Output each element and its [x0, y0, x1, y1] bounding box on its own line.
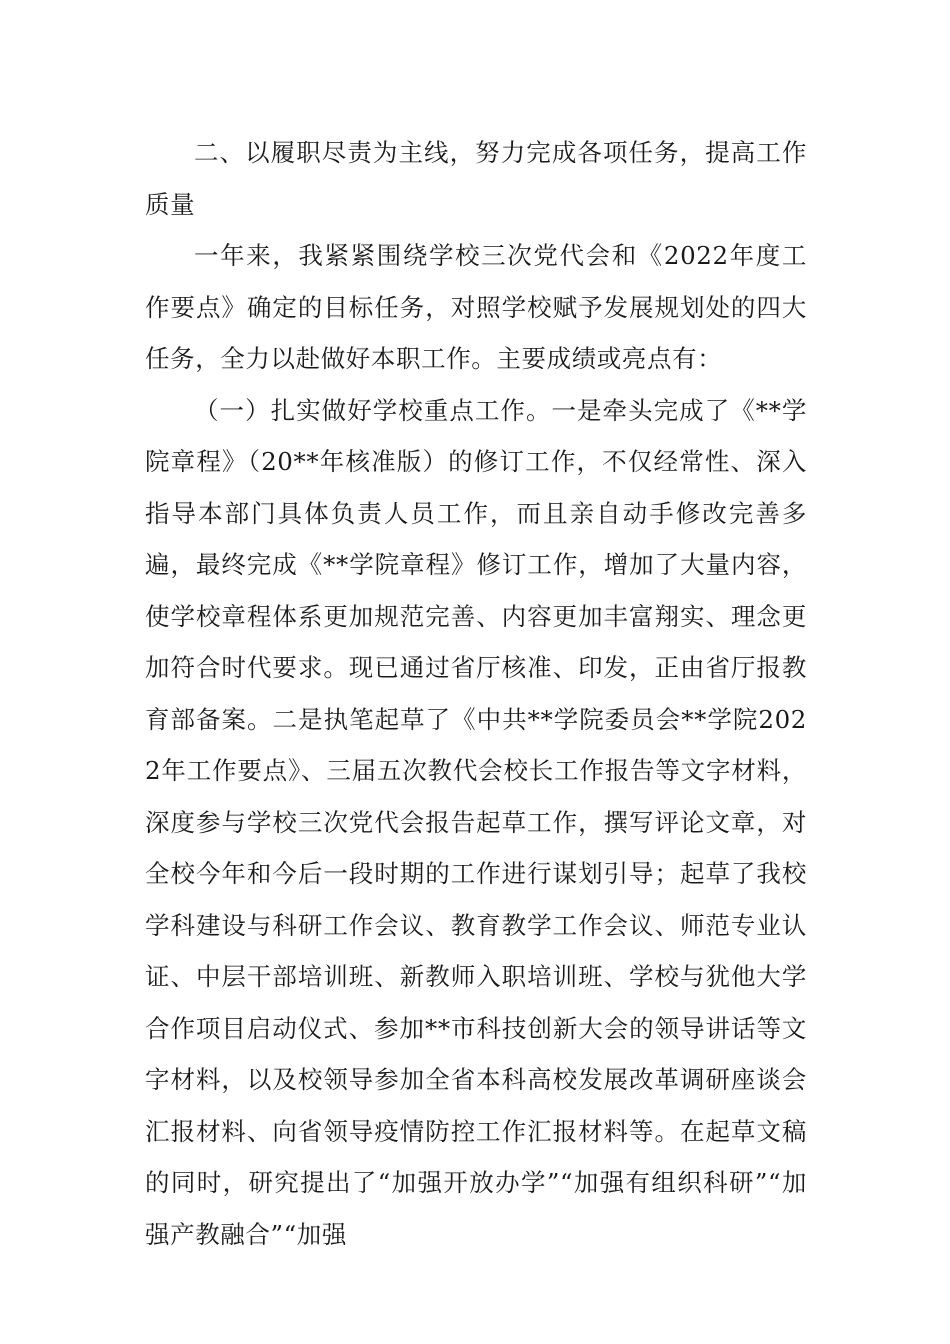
- document-body: [145, 127, 807, 1260]
- body-paragraph: （一）扎实做好学校重点工作。一是牵头完成了《**学院章程》（20**年核准版）的修订工作，不仅经常性、深入指导本部门具体负责人员工作，而且亲自动手修改完善多遍，最终完成《**学院章程》修订工作，增加了大量内容，使学校章程体系更加规范完善、内容更加丰富翔实、理念更加符合时代要求。现已通过省厅核准、印发，正由省厅报教育部备案。二是执笔起草了《中共**学院委员会**学院2022年工作要点》、三届五次教代会校长工作报告等文字材料，深度参与学校三次党代会报告起草工作，撰写评论文章，对全校今年和今后一段时期的工作进行谋划引导；起草了我校学科建设与科研工作会议、教育教学工作会议、师范专业认证、中层干部培训班、新教师入职培训班、学校与犹他大学合作项目启动仪式、参加**市科技创新大会的领导讲话等文字材料，以及校领导参加全省本科高校发展改革调研座谈会汇报材料、向省领导疫情防控工作汇报材料等。在起草文稿的同时，研究提出了“加强开放办学”“加强有组织科研”“加强产教融合”“加强: [145, 395, 807, 1249]
- intro-paragraph: 一年来，我紧紧围绕学校三次党代会和《2022年度工作要点》确定的目标任务，对照学校赋予发展规划处的四大任务，全力以赴做好本职工作。主要成绩或亮点有：: [145, 241, 807, 373]
- section-heading: 二、以履职尽责为主线，努力完成各项任务，提高工作质量: [145, 138, 807, 219]
